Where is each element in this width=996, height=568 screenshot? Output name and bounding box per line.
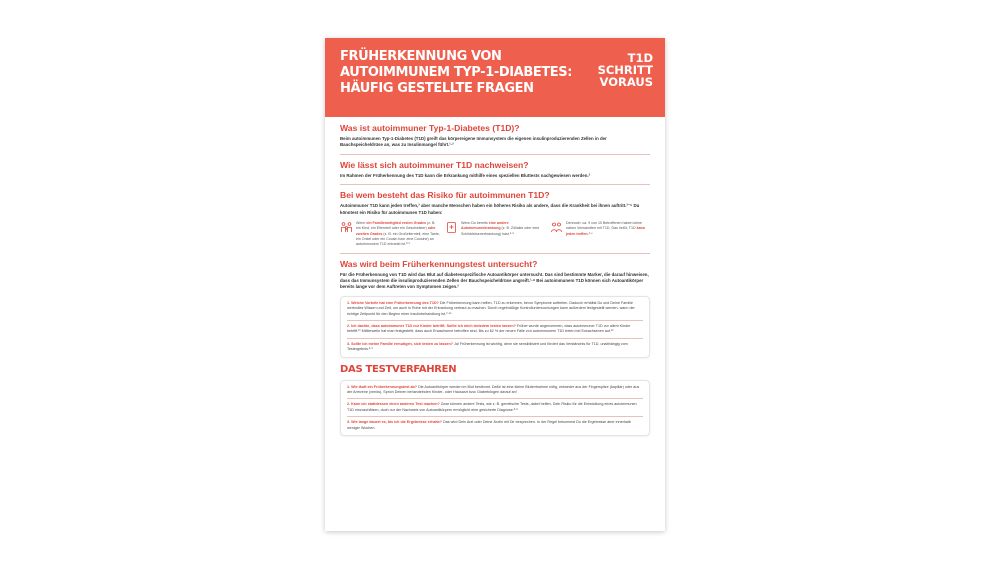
logo-line-1: T1D [627,51,653,65]
faq-question: 3. Wie lange dauert es, bis ich die Ergebnisse erhalte? [347,420,443,425]
faq-box-test [340,380,650,436]
faq-answer: Die Autoantikörper werden im Blut bestimmt. Dafür ist eine kleine Blutentnahme nötig, entweder aus der Fingerspitze (kapillar) oder aus der Armvene (venös). Sprich Deinen behandelnden Kinder- oder Hausarzt bzw. Diabetologen darauf an! [347,384,640,394]
section-heading-test: Was wird beim Früherkennungstest untersucht? [340,258,538,269]
risk-item-anyone [550,221,650,247]
header-banner [325,38,665,117]
risk-text: (z. B. ein Großelternteil, eine Tante, ein Onkel oder ein Cousin bzw. eine Cousine) an autoimmunem T1D erkrankt ist.³·⁶ [356,231,440,247]
faq-item [347,338,643,353]
people-icon [550,221,563,234]
risk-item-family [340,221,440,247]
faq-item [347,416,643,431]
faq-question: 1. Wie läuft ein Früherkennungstest ab? [347,384,418,389]
risk-text: Dennoch: ca. 9 von 10 Betroffenen haben keine nahen Verwandten mit T1D. Das heißt, T1D [566,221,643,231]
risk-highlight: eine andere Autoimmunerkrankung [461,221,509,231]
faq-answer: Das wird Dein Arzt oder Deine Ärztin mit Dir besprechen. In der Regel bekommst Du die Ergebnisse aber innerhalb weniger Wochen. [347,420,631,430]
faq-item [347,320,643,335]
document-title: FRÜHERKENNUNG VON AUTOIMMUNEM TYP-1-DIABETES: HÄUFIG GESTELLTE FRAGEN [340,49,573,96]
risk-text: (z. B. ein Kind, ein Elternteil oder ein Geschwister) [356,221,436,231]
risk-highlight: kann jeden treffen. [566,226,645,236]
section-heading-risk: Bei wem besteht das Risiko für autoimmunen T1D? [340,190,550,201]
faq-question: 1. Welche Vorteile hat eine Früherkennung des T1D? [347,300,439,305]
risk-text: (z. B. Zöliakie oder eine Schilddrüsenerkrankung) hast.⁵·⁸ [461,226,540,236]
faq-answer: Früher wurde angenommen, dass autoimmuner T1D vor allem Kinder betrifft.¹¹ Mittlerweile hat man festgestellt, dass auch Erwachsene betroffen sind. Bis zu 62 % der neuen Fälle von autoimmunem T1D treten bei Erwachsenen auf.¹² [347,323,631,334]
document-page [325,38,665,531]
risk-text: ³·⁴ [588,231,593,236]
divider [340,184,650,185]
faq-answer: Ja! Früherkennung ist wichtig, denn sie sensibilisiert und fördert das Verständnis für T1D, unabhängig vom Testergebnis.²·⁹ [347,341,628,352]
section-text-test: Für die Früherkennung von T1D wird das Blut auf diabetesspezifische Autoantikörper untersucht. Das sind bestimmte Marker, die darauf hinweisen, dass das Immunsystem die insulinproduzierenden Zellen der Bauchspeicheldrüse angreift.¹·⁸ Bei autoimmunem T1D können sich Autoantikörper bereits lange vor dem Auftreten von Symptomen zeigen.² [340,271,649,290]
section-heading-detect: Wie lässt sich autoimmuner T1D nachweisen? [340,159,529,170]
risk-highlight: ein Familienmitglied ersten Grades [366,221,427,226]
faq-answer: Zwar können andere Tests, wie z. B. genetische Tests, dabei helfen, Dein Risiko für die Entwicklung eines autoimmunen T1D einzuschätzen, doch nur der Nachweis von Autoantikörpern ermöglicht eine gesicherte Diagnose.²·⁸ [347,402,637,412]
medical-document-icon [445,221,458,234]
faq-question: 2. Ich dachte, dass autoimmuner T1D nur Kinder betrifft. Sollte ich mich trotzdem testen lassen? [347,323,516,328]
risk-factors [340,221,650,247]
family-icon [340,221,353,234]
risk-text: Wenn [356,221,367,226]
faq-item [347,301,643,317]
divider [340,253,650,254]
logo-line-2: SCHRITT [597,63,653,77]
faq-question: 2. Kann ich stattdessen einen anderen Test machen? [347,402,440,407]
section-text-what-is: Beim autoimmunen Typ-1-Diabetes (T1D) greift das körpereigene Immunsystem die eigenen insulinproduzierenden Zellen in der Bauchspeicheldrüse an, was zu Insulinmangel führt.¹·² [340,136,607,148]
logo-line-3: VORAUS [599,75,653,89]
risk-highlight: oder zweiten Grades [356,226,436,236]
test-section-title: DAS TESTVERFAHREN [340,363,457,375]
document-body [325,117,665,436]
risk-text: Wenn Du bereits [461,221,489,226]
t1d-logo [591,52,653,88]
section-text-risk: Autoimmuner T1D kann jeden treffen,³ aber manche Menschen haben ein höheres Risiko als andere, dass die Krankheit bei ihnen auftritt.³⁻⁵ Du könntest ein Risiko für autoimmunen T1D haben: [340,203,640,215]
section-text-detect: Im Rahmen der Früherkennung des T1D kann die Erkrankung mithilfe eines speziellen Bluttests nachgewiesen werden.² [340,172,591,178]
faq-answer: Die Früherkennung kann helfen, T1D zu erkennen, bevor Symptome auftreten. Dadurch erhältst Du und Deine Familie wertvolles Wissen und Zeit, um auch in Ruhe mit der Erkrankung vertraut zu machen. Durch regelmäßige Kontrolluntersuchungen kann außerdem festgestellt werden, wann der richtige Zeitpunkt für den Beginn einer Insulinbehandlung ist.⁹·¹⁰ [347,300,635,316]
faq-question: 3. Sollte ich meine Familie ermutigen, sich testen zu lassen? [347,341,453,346]
divider [340,154,650,155]
faq-item [347,385,643,396]
faq-item [347,398,643,413]
section-heading-what-is: Was ist autoimmuner Typ-1-Diabetes (T1D)? [340,123,520,133]
risk-item-autoimmune [445,221,545,247]
faq-box-general [340,296,650,358]
